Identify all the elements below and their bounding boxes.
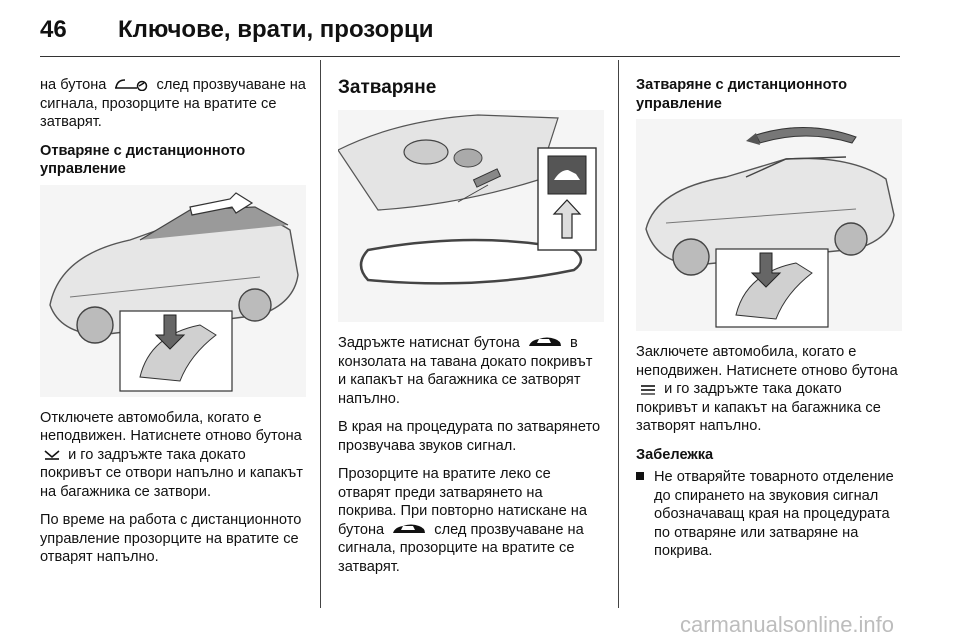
paragraph: По време на работа с дистанционното управление прозорците на вратите се отварят напълно. — [40, 512, 302, 565]
page-number: 46 — [40, 16, 67, 43]
car-roof-closing-illustration — [636, 119, 902, 331]
section-heading: Затваряне — [338, 77, 437, 98]
remote-open-icon — [43, 448, 61, 461]
column-divider — [618, 60, 619, 608]
intro-paragraph: на бутона след прозвучаване на сигнала, прозорците на вратите се затварят. — [40, 77, 306, 130]
car-roof-button-icon — [527, 335, 563, 349]
section-heading: Затваряне с дистанционното управление — [636, 77, 848, 112]
paragraph: Задръжте натиснат бутона в конзолата на тавана докато покривът и капакът на багажника се затворят напълно. — [338, 335, 593, 407]
page-title: Ключове, врати, прозорци — [118, 16, 434, 43]
note-title: Забележка — [636, 446, 714, 463]
note-item: Не отваряйте товарното отделение до спирането на звуковия сигнал обозначаващ края на процедурата по отваряне или затваряне на покрива. — [636, 468, 902, 561]
roof-open-icon — [113, 77, 149, 91]
remote-close-icon — [639, 383, 657, 395]
car-roof-button-icon — [391, 522, 427, 536]
column-middle — [338, 76, 604, 586]
paragraph: Отключете автомобила, когато е неподвижен. Натиснете отново бутона и го задръжте така докато покривът се отвори напълно и капакът на багажника се затвори. — [40, 409, 303, 500]
column-right — [636, 76, 902, 561]
column-left — [40, 76, 306, 577]
section-heading: Отваряне с дистанционното управление — [40, 142, 246, 177]
paragraph: В края на процедурата по затварянето прозвучава звуков сигнал. — [338, 419, 601, 454]
header-rule — [40, 56, 900, 57]
paragraph: Заключете автомобила, когато е неподвижен. Натиснете отново бутона и го задръжте така докато покривът и капакът на багажника се затворят напълно. — [636, 344, 898, 434]
bullet-icon — [636, 472, 644, 480]
roof-console-illustration — [338, 110, 604, 322]
paragraph: Прозорците на вратите леко се отварят преди затварянето на покрива. При повторно натискане на бутона след прозвучаване на сигнала, прозорците на вратите се затварят. — [338, 466, 587, 575]
car-roof-opening-illustration — [40, 185, 306, 397]
watermark: carmanualsonline.info — [680, 612, 895, 637]
column-divider — [320, 60, 321, 608]
